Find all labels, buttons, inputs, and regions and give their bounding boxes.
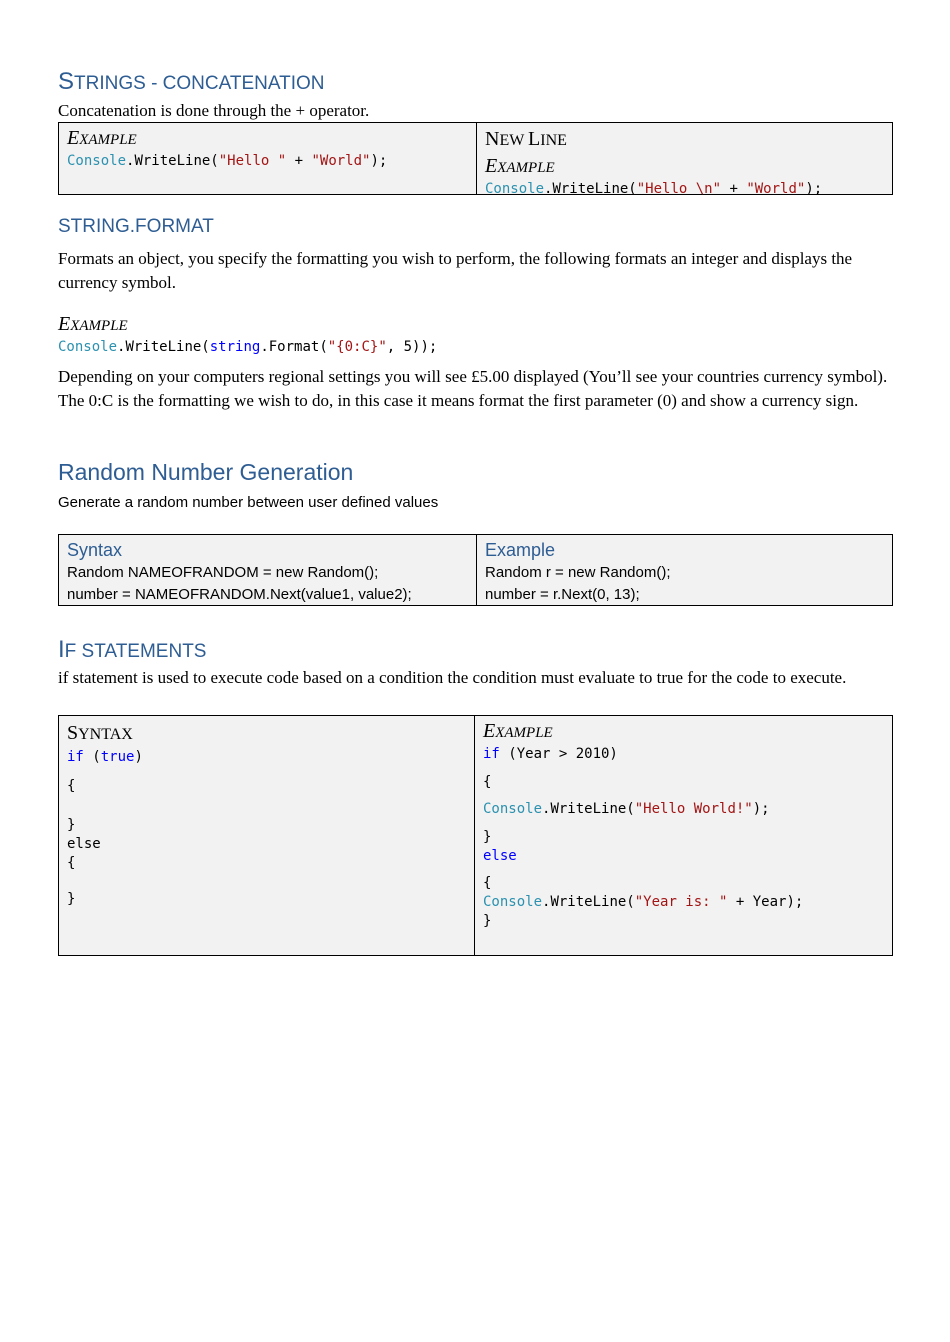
random-description: Generate a random number between user defined values xyxy=(58,494,439,511)
format-example-code: Console.WriteLine(string.Format("{0:C}", 5)); xyxy=(58,339,438,355)
if-example-line2: Console.WriteLine("Year is: " + Year); xyxy=(483,894,804,910)
concat-example-label: EXAMPLE xyxy=(67,127,137,149)
if-table xyxy=(58,715,893,956)
random-example-line2: number = r.Next(0, 13); xyxy=(485,586,640,603)
random-heading: Random Number Generation xyxy=(58,459,354,485)
if-syntax-else: else xyxy=(67,836,101,852)
if-example-else: else xyxy=(483,848,517,864)
if-example-brace-open: { xyxy=(483,774,492,790)
if-example-cell xyxy=(474,716,892,955)
if-syntax-label: SYNTAX xyxy=(67,722,133,744)
concat-table xyxy=(58,122,893,195)
concat-example-code: Console.WriteLine("Hello " + "World"); xyxy=(67,153,388,169)
format-example-label: EXAMPLE xyxy=(58,313,128,335)
if-syntax-brace-open2: { xyxy=(67,855,76,871)
if-example-label: EXAMPLE xyxy=(483,720,553,742)
format-explanation: Depending on your computers regional settings you will see £5.00 displayed (You’ll see your countries currency symbol). The 0:C is the formatting we wish to do, in this case it means format the first parameter (0) and show a currency sign. xyxy=(58,367,888,410)
random-table xyxy=(58,534,893,606)
newline-cell xyxy=(476,123,892,197)
if-syntax-brace-close2: } xyxy=(67,891,76,907)
if-description: if statement is used to execute code based on a condition the condition must evaluate to true for the code to execute. xyxy=(58,668,847,687)
concat-intro: Concatenation is done through the + operator. xyxy=(58,101,370,120)
if-example-if-line: if (Year > 2010) xyxy=(483,746,618,762)
random-example-head: Example xyxy=(485,540,556,560)
format-heading: STRING.FORMAT xyxy=(58,216,214,237)
if-example-brace-close2: } xyxy=(483,913,492,929)
concat-heading: STRINGS - CONCATENATION xyxy=(58,68,325,95)
newline-title: NEW LINE xyxy=(485,128,567,150)
random-example-cell xyxy=(476,535,892,605)
random-syntax-head: Syntax xyxy=(67,540,123,560)
random-example-line1: Random r = new Random(); xyxy=(485,564,671,581)
if-syntax-if-line: if (true) xyxy=(67,749,143,765)
if-example-line1: Console.WriteLine("Hello World!"); xyxy=(483,801,770,817)
random-syntax-line1: Random NAMEOFRANDOM = new Random(); xyxy=(67,564,379,581)
concat-example-cell xyxy=(59,123,476,194)
if-syntax-brace-open: { xyxy=(67,778,76,794)
if-example-brace-close: } xyxy=(483,829,492,845)
newline-example-label: EXAMPLE xyxy=(485,155,555,177)
newline-example-code: Console.WriteLine("Hello \n" + "World"); xyxy=(485,181,823,197)
random-syntax-cell xyxy=(59,535,476,605)
random-syntax-line2: number = NAMEOFRANDOM.Next(value1, value2); xyxy=(67,586,412,603)
if-example-brace-open2: { xyxy=(483,875,492,891)
format-description: Formats an object, you specify the formatting you wish to perform, the following formats an integer and displays the currency symbol. xyxy=(58,249,853,292)
if-syntax-brace-close: } xyxy=(67,817,76,833)
if-syntax-cell xyxy=(59,716,474,955)
if-heading: IF STATEMENTS xyxy=(58,636,207,663)
